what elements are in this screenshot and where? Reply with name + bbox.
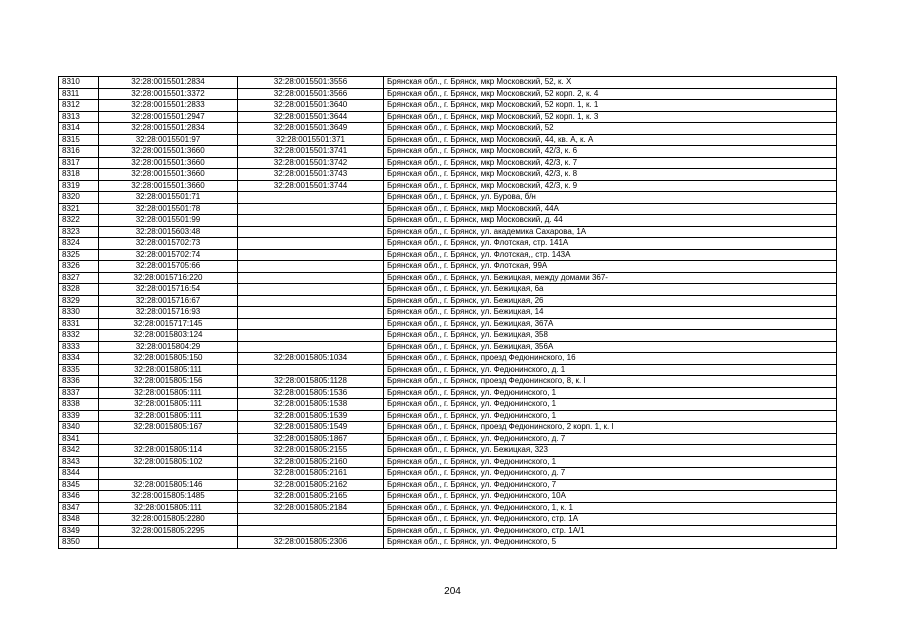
related-cadastral-number-cell xyxy=(238,318,384,330)
cadastral-number-cell: 32:28:0015805:167 xyxy=(99,422,238,434)
table-row xyxy=(59,387,837,399)
table-row xyxy=(59,157,837,169)
table-row xyxy=(59,146,837,158)
address-cell: Брянская обл., г. Брянск, ул. Бежицкая, 26 xyxy=(384,295,837,307)
related-cadastral-number-cell xyxy=(238,525,384,537)
cadastral-number-cell xyxy=(99,433,238,445)
address-cell: Брянская обл., г. Брянск, мкр Московский, 52 корп. 2, к. 4 xyxy=(384,88,837,100)
row-number-cell: 8317 xyxy=(59,157,99,169)
cadastral-number-cell: 32:28:0015716:67 xyxy=(99,295,238,307)
row-number-cell: 8329 xyxy=(59,295,99,307)
row-number-cell: 8325 xyxy=(59,249,99,261)
cadastral-number-cell: 32:28:0015805:1485 xyxy=(99,491,238,503)
row-number-cell: 8316 xyxy=(59,146,99,158)
address-cell: Брянская обл., г. Брянск, ул. Федюнинского, 1, к. 1 xyxy=(384,502,837,514)
address-cell: Брянская обл., г. Брянск, ул. Бежицкая, 14 xyxy=(384,307,837,319)
related-cadastral-number-cell: 32:28:0015501:3744 xyxy=(238,180,384,192)
related-cadastral-number-cell xyxy=(238,307,384,319)
cadastral-number-cell: 32:28:0015501:78 xyxy=(99,203,238,215)
related-cadastral-number-cell xyxy=(238,261,384,273)
address-cell: Брянская обл., г. Брянск, мкр Московский, 44А xyxy=(384,203,837,215)
row-number-cell: 8331 xyxy=(59,318,99,330)
related-cadastral-number-cell: 32:28:0015805:2184 xyxy=(238,502,384,514)
address-cell: Брянская обл., г. Брянск, мкр Московский, д. 44 xyxy=(384,215,837,227)
related-cadastral-number-cell: 32:28:0015805:2161 xyxy=(238,468,384,480)
table-row xyxy=(59,192,837,204)
related-cadastral-number-cell xyxy=(238,514,384,526)
address-cell: Брянская обл., г. Брянск, ул. Федюнинского, 1 xyxy=(384,410,837,422)
table-row xyxy=(59,525,837,537)
address-cell: Брянская обл., г. Брянск, мкр Московский, 52, к. Х xyxy=(384,77,837,89)
address-cell: Брянская обл., г. Брянск, мкр Московский, 52 корп. 1, к. 1 xyxy=(384,100,837,112)
row-number-cell: 8311 xyxy=(59,88,99,100)
address-cell: Брянская обл., г. Брянск, ул. Федюнинского, 1 xyxy=(384,456,837,468)
cadastral-number-cell: 32:28:0015805:111 xyxy=(99,410,238,422)
row-number-cell: 8322 xyxy=(59,215,99,227)
address-cell: Брянская обл., г. Брянск, ул. Федюнинского, д. 7 xyxy=(384,433,837,445)
related-cadastral-number-cell: 32:28:0015805:1128 xyxy=(238,376,384,388)
related-cadastral-number-cell: 32:28:0015501:3649 xyxy=(238,123,384,135)
address-cell: Брянская обл., г. Брянск, мкр Московский, 52 корп. 1, к. 3 xyxy=(384,111,837,123)
cadastral-number-cell: 32:28:0015501:2947 xyxy=(99,111,238,123)
table-row xyxy=(59,284,837,296)
cadastral-number-cell: 32:28:0015805:156 xyxy=(99,376,238,388)
cadastral-number-cell: 32:28:0015603:48 xyxy=(99,226,238,238)
table-row xyxy=(59,111,837,123)
address-cell: Брянская обл., г. Брянск, мкр Московский, 42/3, к. 9 xyxy=(384,180,837,192)
address-cell: Брянская обл., г. Брянск, ул. Федюнинского, 10А xyxy=(384,491,837,503)
address-cell: Брянская обл., г. Брянск, ул. Бежицкая, 358 xyxy=(384,330,837,342)
address-cell: Брянская обл., г. Брянск, мкр Московский, 42/3, к. 7 xyxy=(384,157,837,169)
related-cadastral-number-cell: 32:28:0015805:2165 xyxy=(238,491,384,503)
table-row xyxy=(59,88,837,100)
row-number-cell: 8337 xyxy=(59,387,99,399)
related-cadastral-number-cell xyxy=(238,341,384,353)
related-cadastral-number-cell: 32:28:0015805:2162 xyxy=(238,479,384,491)
cadastral-number-cell: 32:28:0015805:114 xyxy=(99,445,238,457)
row-number-cell: 8310 xyxy=(59,77,99,89)
row-number-cell: 8326 xyxy=(59,261,99,273)
address-cell: Брянская обл., г. Брянск, ул. Федюнинского, 5 xyxy=(384,537,837,549)
row-number-cell: 8323 xyxy=(59,226,99,238)
related-cadastral-number-cell: 32:28:0015805:1549 xyxy=(238,422,384,434)
related-cadastral-number-cell: 32:28:0015501:3742 xyxy=(238,157,384,169)
row-number-cell: 8348 xyxy=(59,514,99,526)
table-row xyxy=(59,353,837,365)
cadastral-number-cell xyxy=(99,537,238,549)
related-cadastral-number-cell: 32:28:0015805:2160 xyxy=(238,456,384,468)
cadastral-number-cell: 32:28:0015717:145 xyxy=(99,318,238,330)
cadastral-number-cell: 32:28:0015702:73 xyxy=(99,238,238,250)
cadastral-number-cell: 32:28:0015716:54 xyxy=(99,284,238,296)
related-cadastral-number-cell: 32:28:0015501:3640 xyxy=(238,100,384,112)
cadastral-number-cell xyxy=(99,468,238,480)
table-row xyxy=(59,226,837,238)
table-row xyxy=(59,307,837,319)
address-cell: Брянская обл., г. Брянск, проезд Федюнинского, 8, к. I xyxy=(384,376,837,388)
table-row xyxy=(59,514,837,526)
cadastral-number-cell: 32:28:0015501:3660 xyxy=(99,157,238,169)
row-number-cell: 8319 xyxy=(59,180,99,192)
row-number-cell: 8341 xyxy=(59,433,99,445)
table-row xyxy=(59,433,837,445)
cadastral-number-cell: 32:28:0015501:3660 xyxy=(99,169,238,181)
cadastral-number-cell: 32:28:0015501:99 xyxy=(99,215,238,227)
cadastral-number-cell: 32:28:0015805:111 xyxy=(99,387,238,399)
table-row xyxy=(59,341,837,353)
related-cadastral-number-cell: 32:28:0015501:3741 xyxy=(238,146,384,158)
row-number-cell: 8318 xyxy=(59,169,99,181)
address-cell: Брянская обл., г. Брянск, проезд Федюнинского, 16 xyxy=(384,353,837,365)
related-cadastral-number-cell xyxy=(238,192,384,204)
cadastral-number-cell: 32:28:0015805:111 xyxy=(99,502,238,514)
address-cell: Брянская обл., г. Брянск, ул. Бежицкая, между домами 367- xyxy=(384,272,837,284)
table-row xyxy=(59,456,837,468)
table-row xyxy=(59,445,837,457)
row-number-cell: 8344 xyxy=(59,468,99,480)
related-cadastral-number-cell xyxy=(238,203,384,215)
related-cadastral-number-cell: 32:28:0015501:371 xyxy=(238,134,384,146)
table-row xyxy=(59,330,837,342)
table-row xyxy=(59,123,837,135)
address-cell: Брянская обл., г. Брянск, мкр Московский, 44, кв. А, к. А xyxy=(384,134,837,146)
row-number-cell: 8328 xyxy=(59,284,99,296)
address-cell: Брянская обл., г. Брянск, ул. Флотская,, стр. 143А xyxy=(384,249,837,261)
table-row xyxy=(59,502,837,514)
row-number-cell: 8324 xyxy=(59,238,99,250)
address-cell: Брянская обл., г. Брянск, ул. Бежицкая, 6а xyxy=(384,284,837,296)
registry-table xyxy=(58,76,837,549)
related-cadastral-number-cell xyxy=(238,249,384,261)
related-cadastral-number-cell: 32:28:0015805:1538 xyxy=(238,399,384,411)
address-cell: Брянская обл., г. Брянск, ул. Федюнинского, 1 xyxy=(384,399,837,411)
address-cell: Брянская обл., г. Брянск, ул. академика Сахарова, 1А xyxy=(384,226,837,238)
related-cadastral-number-cell: 32:28:0015501:3743 xyxy=(238,169,384,181)
row-number-cell: 8336 xyxy=(59,376,99,388)
table-row xyxy=(59,261,837,273)
related-cadastral-number-cell xyxy=(238,238,384,250)
cadastral-number-cell: 32:28:0015501:2833 xyxy=(99,100,238,112)
table-row xyxy=(59,203,837,215)
table-row xyxy=(59,249,837,261)
row-number-cell: 8312 xyxy=(59,100,99,112)
address-cell: Брянская обл., г. Брянск, ул. Федюнинского, д. 7 xyxy=(384,468,837,480)
row-number-cell: 8335 xyxy=(59,364,99,376)
row-number-cell: 8327 xyxy=(59,272,99,284)
address-cell: Брянская обл., г. Брянск, ул. Бежицкая, 323 xyxy=(384,445,837,457)
cadastral-number-cell: 32:28:0015501:3660 xyxy=(99,180,238,192)
row-number-cell: 8346 xyxy=(59,491,99,503)
cadastral-number-cell: 32:28:0015805:111 xyxy=(99,364,238,376)
row-number-cell: 8315 xyxy=(59,134,99,146)
row-number-cell: 8349 xyxy=(59,525,99,537)
cadastral-number-cell: 32:28:0015501:3660 xyxy=(99,146,238,158)
row-number-cell: 8321 xyxy=(59,203,99,215)
address-cell: Брянская обл., г. Брянск, мкр Московский, 42/3, к. 6 xyxy=(384,146,837,158)
table-row xyxy=(59,410,837,422)
related-cadastral-number-cell: 32:28:0015805:1034 xyxy=(238,353,384,365)
address-cell: Брянская обл., г. Брянск, ул. Бурова, б/н xyxy=(384,192,837,204)
address-cell: Брянская обл., г. Брянск, ул. Федюнинского, стр. 1А xyxy=(384,514,837,526)
table-row xyxy=(59,215,837,227)
cadastral-number-cell: 32:28:0015501:2834 xyxy=(99,123,238,135)
row-number-cell: 8339 xyxy=(59,410,99,422)
address-cell: Брянская обл., г. Брянск, ул. Бежицкая, 356А xyxy=(384,341,837,353)
cadastral-number-cell: 32:28:0015803:124 xyxy=(99,330,238,342)
related-cadastral-number-cell: 32:28:0015501:3556 xyxy=(238,77,384,89)
cadastral-number-cell: 32:28:0015805:111 xyxy=(99,399,238,411)
row-number-cell: 8347 xyxy=(59,502,99,514)
registry-table-body xyxy=(59,77,837,549)
related-cadastral-number-cell xyxy=(238,215,384,227)
table-row xyxy=(59,491,837,503)
cadastral-number-cell: 32:28:0015716:93 xyxy=(99,307,238,319)
cadastral-number-cell: 32:28:0015702:74 xyxy=(99,249,238,261)
related-cadastral-number-cell xyxy=(238,364,384,376)
cadastral-number-cell: 32:28:0015805:2295 xyxy=(99,525,238,537)
table-row xyxy=(59,318,837,330)
table-row xyxy=(59,537,837,549)
address-cell: Брянская обл., г. Брянск, мкр Московский, 52 xyxy=(384,123,837,135)
related-cadastral-number-cell: 32:28:0015805:1536 xyxy=(238,387,384,399)
row-number-cell: 8340 xyxy=(59,422,99,434)
related-cadastral-number-cell xyxy=(238,295,384,307)
table-row xyxy=(59,77,837,89)
cadastral-number-cell: 32:28:0015804:29 xyxy=(99,341,238,353)
cadastral-number-cell: 32:28:0015805:2280 xyxy=(99,514,238,526)
related-cadastral-number-cell: 32:28:0015805:2306 xyxy=(238,537,384,549)
table-row xyxy=(59,468,837,480)
table-row xyxy=(59,100,837,112)
table-row xyxy=(59,238,837,250)
related-cadastral-number-cell: 32:28:0015501:3644 xyxy=(238,111,384,123)
cadastral-number-cell: 32:28:0015805:146 xyxy=(99,479,238,491)
related-cadastral-number-cell: 32:28:0015805:1539 xyxy=(238,410,384,422)
related-cadastral-number-cell: 32:28:0015805:1867 xyxy=(238,433,384,445)
row-number-cell: 8333 xyxy=(59,341,99,353)
address-cell: Брянская обл., г. Брянск, ул. Федюнинского, 1 xyxy=(384,387,837,399)
table-row xyxy=(59,399,837,411)
address-cell: Брянская обл., г. Брянск, ул. Флотская, 99А xyxy=(384,261,837,273)
table-row xyxy=(59,376,837,388)
related-cadastral-number-cell xyxy=(238,272,384,284)
table-row xyxy=(59,479,837,491)
address-cell: Брянская обл., г. Брянск, ул. Федюнинского, д. 1 xyxy=(384,364,837,376)
address-cell: Брянская обл., г. Брянск, ул. Федюнинского, стр. 1А/1 xyxy=(384,525,837,537)
related-cadastral-number-cell xyxy=(238,284,384,296)
cadastral-number-cell: 32:28:0015501:2834 xyxy=(99,77,238,89)
cadastral-number-cell: 32:28:0015501:97 xyxy=(99,134,238,146)
table-row xyxy=(59,364,837,376)
cadastral-number-cell: 32:28:0015501:71 xyxy=(99,192,238,204)
address-cell: Брянская обл., г. Брянск, ул. Флотская, стр. 141А xyxy=(384,238,837,250)
row-number-cell: 8338 xyxy=(59,399,99,411)
related-cadastral-number-cell xyxy=(238,330,384,342)
row-number-cell: 8343 xyxy=(59,456,99,468)
address-cell: Брянская обл., г. Брянск, ул. Федюнинского, 7 xyxy=(384,479,837,491)
table-row xyxy=(59,422,837,434)
row-number-cell: 8342 xyxy=(59,445,99,457)
row-number-cell: 8332 xyxy=(59,330,99,342)
table-row xyxy=(59,295,837,307)
cadastral-number-cell: 32:28:0015501:3372 xyxy=(99,88,238,100)
related-cadastral-number-cell xyxy=(238,226,384,238)
cadastral-number-cell: 32:28:0015705:66 xyxy=(99,261,238,273)
table-row xyxy=(59,169,837,181)
related-cadastral-number-cell: 32:28:0015805:2155 xyxy=(238,445,384,457)
cadastral-number-cell: 32:28:0015716:220 xyxy=(99,272,238,284)
row-number-cell: 8345 xyxy=(59,479,99,491)
row-number-cell: 8320 xyxy=(59,192,99,204)
table-row xyxy=(59,272,837,284)
row-number-cell: 8334 xyxy=(59,353,99,365)
row-number-cell: 8330 xyxy=(59,307,99,319)
row-number-cell: 8350 xyxy=(59,537,99,549)
address-cell: Брянская обл., г. Брянск, проезд Федюнинского, 2 корп. 1, к. I xyxy=(384,422,837,434)
address-cell: Брянская обл., г. Брянск, ул. Бежицкая, 367А xyxy=(384,318,837,330)
cadastral-number-cell: 32:28:0015805:102 xyxy=(99,456,238,468)
related-cadastral-number-cell: 32:28:0015501:3566 xyxy=(238,88,384,100)
row-number-cell: 8313 xyxy=(59,111,99,123)
address-cell: Брянская обл., г. Брянск, мкр Московский, 42/3, к. 8 xyxy=(384,169,837,181)
page-number: 204 xyxy=(444,586,461,597)
cadastral-number-cell: 32:28:0015805:150 xyxy=(99,353,238,365)
table-row xyxy=(59,180,837,192)
row-number-cell: 8314 xyxy=(59,123,99,135)
table-row xyxy=(59,134,837,146)
